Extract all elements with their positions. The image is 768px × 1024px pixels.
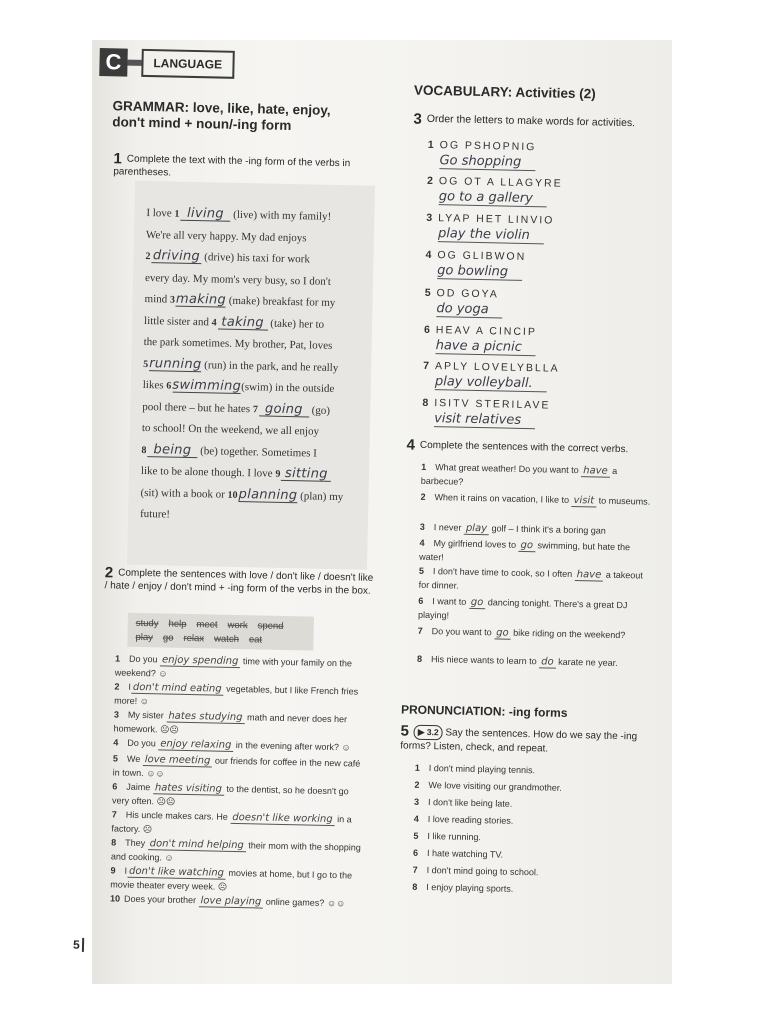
item-number: 2 — [414, 779, 420, 790]
blank-number: 5 — [143, 358, 149, 370]
blank-number: 9 — [275, 468, 281, 480]
text: (take) her to — [270, 317, 325, 331]
anagram-answer[interactable]: visit relatives — [434, 411, 535, 429]
blank-number: 2 — [145, 251, 151, 263]
blank-number: 10 — [227, 489, 238, 501]
text: every day. My mom's very busy, so I don't — [144, 271, 331, 288]
exercise-number: 2 — [104, 564, 114, 582]
text: vegetables, but I like French fries more! ☺ — [114, 683, 359, 706]
item-number: 3 — [419, 521, 425, 532]
pron-item — [412, 882, 513, 894]
pron-item — [414, 780, 562, 793]
text: bike riding on the weekend? — [513, 627, 626, 641]
text: I love reading stories. — [427, 814, 514, 826]
anagram-item — [427, 175, 563, 190]
page-number: 5 — [73, 938, 84, 952]
anagram-answer[interactable]: Go shopping — [439, 153, 535, 171]
text: I never — [433, 522, 462, 533]
answer-blank-8[interactable]: being — [147, 443, 197, 458]
word: go — [162, 632, 174, 644]
item-number: 1 — [414, 762, 420, 773]
text: I don't mind playing tennis. — [428, 763, 536, 776]
pron-item — [413, 865, 539, 878]
text: We're all very happy. My dad enjoys — [145, 228, 307, 244]
answer-blank[interactable]: enjoy spending — [160, 654, 241, 668]
anagram-answer[interactable]: go bowling — [437, 263, 522, 281]
text: golf – I think it's a boring gan — [491, 523, 606, 536]
pron-item — [413, 831, 481, 842]
anagram-item — [423, 360, 560, 375]
text: When it rains on vacation, I like to — [434, 492, 570, 505]
text: likes — [142, 378, 164, 392]
exercise-1-textbox — [127, 181, 375, 570]
text: future! — [139, 507, 171, 521]
anagram-item — [424, 324, 537, 338]
text: (swim) in the outside — [241, 381, 335, 395]
ex4-item — [417, 653, 647, 671]
text: (make) breakfast for my — [228, 294, 336, 309]
instruction-text: Say the sentences. How do we say the -ing forms? Listen, check, and repeat. — [400, 727, 638, 755]
text: His uncle makes cars. He — [125, 809, 228, 822]
anagram-letters: HEAV A CINCIP — [435, 324, 538, 339]
item-number: 2 — [426, 174, 434, 188]
text: in a factory. ☹ — [111, 814, 352, 834]
anagram-letters: OG OT A LLAGYRE — [438, 175, 563, 190]
ex2-item — [110, 892, 365, 911]
anagram-letters: ISITV STERILAVE — [434, 397, 551, 412]
section-bar — [127, 60, 141, 66]
ex4-item — [419, 565, 649, 596]
ex2-item — [112, 780, 367, 811]
item-number: 4 — [419, 537, 425, 548]
text: online games? ☺☺ — [265, 896, 346, 909]
text: (be) together. Sometimes I — [200, 444, 317, 460]
ex4-item — [418, 595, 648, 626]
exercise-3-instruction — [413, 110, 653, 131]
answer-blank-6[interactable]: swimming — [172, 377, 242, 395]
exercise-number: 5 — [400, 722, 410, 740]
answer-blank-2[interactable]: driving — [152, 248, 201, 265]
anagram-letters: OD GOYA — [436, 287, 499, 301]
anagram-letters: APLY LOVELYBLLA — [434, 360, 560, 375]
text: the park sometimes. My brother, Pat, loves — [143, 335, 333, 352]
ex2-item — [113, 708, 368, 739]
anagram-answer[interactable]: play the violin — [438, 226, 544, 244]
text: (run) in the park, and he really — [204, 358, 339, 374]
text: movies at home, but I go to the movie theater every week. ☹ — [110, 867, 353, 892]
word: work — [227, 619, 248, 632]
ex2-item — [110, 864, 365, 895]
text: mind — [144, 292, 168, 306]
item-number: 9 — [110, 865, 116, 876]
ex2-item — [113, 752, 368, 783]
item-number: 4 — [113, 737, 119, 748]
audio-play-icon[interactable]: ▶ 3.2 — [414, 725, 443, 741]
anagram-item — [425, 287, 499, 301]
text: We love visiting our grandmother. — [428, 780, 562, 793]
text: I don't have time to cook, so I often — [432, 566, 573, 580]
text: My girlfriend loves to — [433, 538, 517, 550]
item-number: 8 — [111, 837, 117, 848]
anagram-letters: OG GLIBWON — [437, 249, 527, 263]
ex2-item — [111, 808, 366, 839]
item-number: 3 — [426, 211, 433, 224]
text: I — [124, 865, 128, 876]
instruction-text: Complete the text with the -ing form of the verbs in parentheses. — [113, 153, 351, 179]
text: I don't like being late. — [428, 797, 513, 809]
text: to the dentist, so he doesn't go very often. ☹☹ — [111, 783, 349, 807]
answer-blank[interactable]: do — [539, 656, 556, 668]
answer-blank-5[interactable]: running — [149, 355, 202, 372]
answer-blank-9[interactable]: sitting — [281, 467, 331, 482]
exercise-number: 3 — [413, 110, 422, 128]
item-number: 10 — [109, 893, 121, 904]
item-number: 1 — [427, 138, 434, 152]
text: I — [128, 681, 132, 692]
answer-blank[interactable]: go — [518, 540, 535, 552]
item-number: 2 — [114, 681, 120, 692]
text: a barbecue? — [420, 465, 618, 487]
anagram-answer[interactable]: have a picnic — [435, 338, 535, 356]
item-number: 6 — [412, 847, 419, 858]
answer-blank-1[interactable]: living — [180, 207, 230, 222]
pron-item — [415, 763, 535, 776]
text: I don't mind going to school. — [426, 865, 539, 878]
word: watch — [213, 633, 240, 646]
answer-blank[interactable]: hates studying — [166, 711, 244, 725]
text: to school! On the weekend, we all enjoy — [141, 421, 320, 438]
grammar-title-line2: don't mind + noun/-ing form — [112, 114, 292, 134]
word: relax — [183, 632, 205, 645]
exercise-2-instruction — [104, 566, 374, 598]
answer-blank[interactable]: love meeting — [143, 754, 213, 767]
text: Does your brother — [123, 893, 197, 906]
item-number: 2 — [420, 491, 426, 502]
anagram-letters: LYAP HET LINVIO — [438, 212, 555, 227]
section-letter: C — [99, 48, 127, 77]
item-number: 5 — [112, 753, 119, 764]
answer-blank[interactable]: don't mind helping — [148, 838, 246, 852]
item-number: 5 — [424, 286, 431, 299]
blank-number: 8 — [141, 444, 147, 456]
item-number: 7 — [412, 864, 418, 875]
section-badge — [99, 48, 234, 79]
item-number: 4 — [413, 813, 419, 824]
text: (go) — [311, 404, 331, 417]
item-number: 8 — [422, 396, 429, 409]
answer-blank-7[interactable]: going — [259, 402, 309, 417]
anagram-item — [422, 397, 550, 412]
item-number: 7 — [423, 359, 430, 372]
exercise-number: 4 — [406, 436, 416, 454]
text: My sister — [127, 709, 164, 721]
anagram-item — [426, 212, 554, 227]
blank-number: 4 — [211, 316, 217, 329]
word: help — [168, 618, 187, 630]
item-number: 5 — [413, 830, 419, 841]
exercise-4-instruction — [406, 436, 656, 457]
text: time with your family on the weekend? ☺ — [114, 656, 353, 679]
answer-blank[interactable]: visit — [571, 495, 596, 508]
word: eat — [248, 634, 263, 646]
ex4-item — [419, 537, 649, 568]
exercise-1-instruction — [113, 152, 383, 184]
text: dancing tonight. There's a great DJ playing! — [417, 597, 628, 620]
instruction-text: Complete the sentences with the correct verbs. — [419, 439, 629, 456]
pron-item — [413, 848, 503, 860]
text: I like running. — [427, 831, 482, 843]
answer-blank[interactable]: have — [581, 465, 610, 478]
pron-item — [414, 797, 512, 809]
word: play — [135, 631, 154, 644]
answer-blank[interactable]: go — [494, 627, 511, 639]
audio-track-number: 3.2 — [426, 726, 439, 738]
ex4-item — [420, 521, 650, 539]
blank-number: 7 — [252, 403, 259, 415]
text: What great weather! Do you want to — [435, 462, 579, 476]
text: I want to — [432, 596, 467, 607]
answer-blank-10[interactable]: planning — [238, 486, 298, 503]
item-number: 4 — [425, 248, 432, 261]
text: (drive) his taxi for work — [204, 251, 311, 266]
text: little sister and — [144, 314, 210, 328]
text: swimming, but hate the water! — [419, 540, 631, 562]
answer-blank[interactable]: go — [469, 597, 486, 609]
instruction-text: Order the letters to make words for activities. — [426, 112, 636, 130]
blank-number: 1 — [174, 208, 180, 220]
item-number: 6 — [423, 323, 430, 336]
text: karate ne year. — [558, 656, 618, 668]
answer-blank[interactable]: love playing — [198, 895, 263, 908]
section-name: LANGUAGE — [141, 49, 234, 79]
text: like to be alone though. I love — [140, 464, 273, 480]
pronunciation-heading: PRONUNCIATION: -ing forms — [400, 702, 568, 720]
blank-number: 3 — [169, 294, 176, 306]
item-number: 8 — [417, 653, 423, 664]
anagram-letters: OG PSHOPNIG — [439, 139, 537, 154]
item-number: 1 — [114, 653, 121, 664]
item-number: 8 — [412, 881, 418, 892]
text: Do you want to — [431, 626, 492, 638]
word: meet — [196, 619, 218, 631]
anagram-answer[interactable]: go to a gallery — [439, 189, 547, 207]
answer-blank[interactable]: enjoy relaxing — [158, 738, 233, 752]
text: His niece wants to learn to — [431, 654, 537, 667]
text: (plan) my — [300, 489, 344, 503]
text: We — [126, 753, 141, 765]
grammar-heading — [112, 98, 393, 136]
text: I love — [146, 207, 172, 220]
blank-number: 6 — [166, 380, 172, 392]
text: (live) with my family! — [233, 208, 332, 223]
ex4-item — [420, 491, 650, 509]
text: our friends for coffee in the new café in town. ☺☺ — [112, 755, 361, 779]
text: They — [125, 837, 146, 849]
item-number: 1 — [421, 461, 427, 472]
anagram-item — [428, 139, 537, 153]
answer-blank[interactable]: hates visiting — [153, 782, 224, 795]
text: Jaime — [126, 781, 151, 793]
item-number: 7 — [111, 809, 117, 820]
text: I enjoy playing sports. — [426, 882, 514, 894]
item-number: 3 — [414, 796, 420, 807]
pron-item — [414, 814, 514, 826]
ex2-item — [114, 680, 369, 711]
anagram-answer[interactable]: do yoga — [436, 301, 503, 318]
text: Do you — [127, 737, 156, 749]
instruction-text: Complete the sentences with love / don't like / doesn't like / hate / enjoy / don't mind + -ing form of the verbs in the box. — [104, 567, 374, 597]
answer-blank-3[interactable]: making — [175, 291, 227, 308]
word-box — [127, 613, 314, 651]
item-number: 5 — [418, 565, 425, 576]
ex2-item — [115, 652, 370, 683]
exercise-number: 1 — [113, 150, 123, 168]
text: Do you — [128, 653, 158, 665]
anagram-item — [425, 249, 526, 263]
item-number: 6 — [418, 595, 424, 606]
text: (sit) with a book or — [140, 486, 225, 501]
page-content — [72, 40, 660, 982]
text: pool there – but he hates — [142, 400, 251, 415]
grammar-title-line1: GRAMMAR: love, like, hate, enjoy, — [112, 98, 331, 118]
item-number: 6 — [112, 781, 118, 792]
text: I hate watching TV. — [426, 848, 504, 860]
answer-blank[interactable]: doesn't like working — [230, 812, 335, 826]
word: spend — [257, 620, 284, 632]
text: a takeout for dinner. — [418, 569, 643, 591]
answer-blank[interactable]: have — [575, 569, 604, 582]
ex4-item — [418, 625, 648, 643]
text: in the evening after work? ☺ — [235, 740, 351, 753]
answer-blank-4[interactable]: taking — [217, 315, 267, 330]
item-number: 7 — [417, 625, 423, 636]
anagram-answer[interactable]: play volleyball. — [435, 374, 547, 392]
word: study — [135, 617, 159, 630]
text: their mom with the shopping and cooking. ☺ — [110, 840, 361, 863]
answer-blank[interactable]: play — [464, 523, 489, 536]
item-number: 3 — [113, 709, 119, 720]
ex4-item — [421, 461, 651, 492]
ex2-item — [111, 836, 366, 867]
exercise-5-instruction — [400, 724, 651, 757]
text: to museums. — [598, 495, 651, 507]
text: math and never does her homework. ☹☹ — [113, 712, 348, 735]
vocabulary-heading: VOCABULARY: Activities (2) — [413, 82, 596, 102]
answer-blank[interactable]: don't like watching — [127, 866, 226, 880]
answer-blank[interactable]: don't mind eating — [131, 682, 224, 696]
